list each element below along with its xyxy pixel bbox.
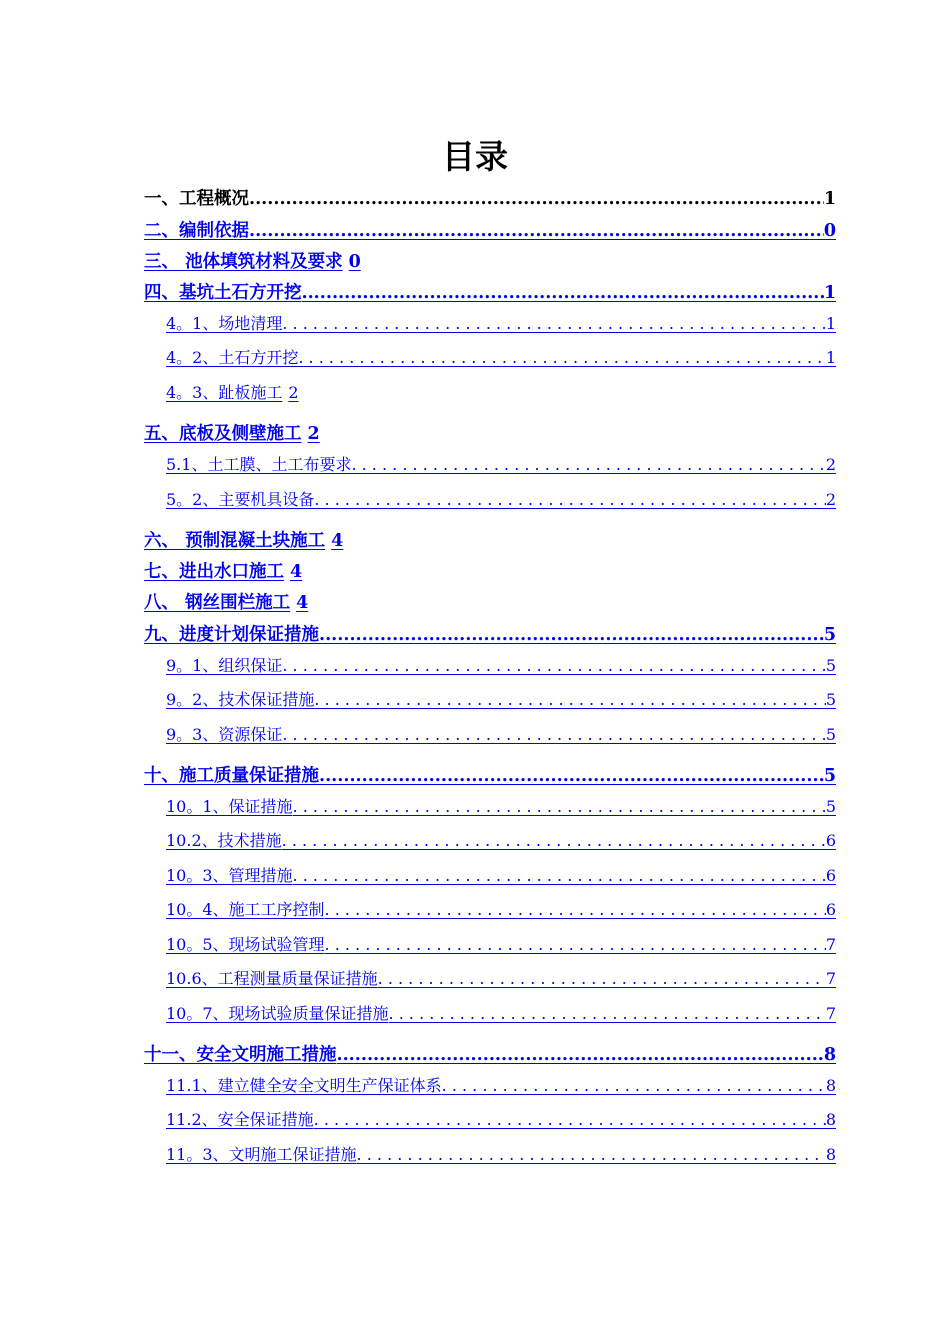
toc-subsection-link[interactable] — [166, 794, 836, 820]
toc-dot-leader — [249, 185, 824, 213]
toc-dot-leader — [249, 217, 824, 245]
toc-dot-leader — [357, 1142, 826, 1168]
toc-subsection-link[interactable] — [166, 653, 836, 679]
toc-page-number: 8 — [825, 1145, 836, 1164]
toc-subsection-link[interactable] — [166, 863, 836, 889]
toc-dot-leader — [293, 794, 826, 820]
toc-entry-label: 九、进度计划保证措施 — [144, 625, 319, 645]
toc-dot-leader — [314, 487, 825, 513]
toc-dot-leader — [351, 452, 825, 478]
toc-subsection-link[interactable] — [166, 1073, 836, 1099]
toc-page-number: 5 — [825, 656, 836, 675]
toc-section-link[interactable] — [144, 762, 836, 790]
toc-entry-label: 10.6、工程测量质量保证措施 — [166, 969, 378, 988]
toc-section-link[interactable] — [144, 621, 836, 649]
toc-dot-leader — [282, 311, 825, 337]
toc-subsection-link[interactable] — [166, 828, 836, 854]
toc-page-number: 7 — [825, 969, 836, 988]
toc-entry-label: 4。3、趾板施工 — [166, 383, 283, 402]
toc-section-link[interactable] — [144, 420, 836, 448]
toc-page-number: 4 — [290, 562, 303, 582]
toc-page-number: 4 — [331, 531, 344, 551]
toc-entry-label: 六、 预制混凝土块施工 — [144, 531, 326, 551]
toc-dot-leader — [314, 1107, 826, 1133]
toc-entry-label: 5.1、土工膜、土工布要求 — [166, 455, 352, 474]
toc-subsection-link[interactable] — [166, 452, 836, 478]
toc-subsection-link[interactable] — [166, 1142, 836, 1168]
toc-section-link[interactable] — [144, 589, 836, 617]
toc-subsection-link[interactable] — [166, 345, 836, 371]
toc-subsection-link[interactable] — [166, 722, 836, 748]
toc-page-number: 6 — [825, 900, 836, 919]
toc-entry-label: 4。1、场地清理 — [166, 314, 283, 333]
toc-subsection-link[interactable] — [166, 311, 836, 337]
toc-subsection-link[interactable] — [166, 966, 836, 992]
toc-subsection-link[interactable] — [166, 897, 836, 923]
toc-page-number: 6 — [825, 831, 836, 850]
toc-dot-leader — [293, 863, 826, 889]
toc-entry-label: 十、施工质量保证措施 — [144, 766, 319, 786]
toc-page-number: 1 — [823, 189, 836, 209]
toc-subsection-link[interactable] — [166, 1001, 836, 1027]
toc-dot-leader — [325, 897, 826, 923]
toc-page-number: 7 — [825, 935, 836, 954]
toc-subsection-link[interactable] — [166, 932, 836, 958]
toc-page-number: 1 — [825, 348, 836, 367]
toc-section-link — [144, 185, 836, 213]
toc-section-link[interactable] — [144, 1041, 836, 1069]
toc-page-number: 8 — [825, 1110, 836, 1129]
toc-page-number: 0 — [348, 252, 361, 272]
toc-entry-label: 十一、安全文明施工措施 — [144, 1045, 337, 1065]
toc-page-number: 8 — [823, 1045, 836, 1065]
toc-dot-leader — [282, 722, 825, 748]
toc-page-number: 1 — [823, 283, 836, 303]
toc-entry-label: 4。2、土石方开挖 — [166, 348, 299, 367]
toc-subsection-link[interactable] — [166, 380, 836, 406]
toc-entry-label: 10。3、管理措施 — [166, 866, 293, 885]
toc-page-number: 5 — [825, 690, 836, 709]
toc-entry-label: 七、进出水口施工 — [144, 562, 284, 582]
toc-entry-label: 五、底板及侧壁施工 — [144, 424, 302, 444]
toc-entry-label: 四、基坑土石方开挖 — [144, 283, 302, 303]
toc-dot-leader — [282, 828, 826, 854]
toc-entry-label: 三、 池体填筑材料及要求 — [144, 252, 343, 272]
toc-dot-leader — [319, 621, 824, 649]
toc-page-number: 8 — [825, 1076, 836, 1095]
toc-entry-label: 10。5、现场试验管理 — [166, 935, 325, 954]
toc-page-number: 6 — [825, 866, 836, 885]
toc-entry-label: 9。2、技术保证措施 — [166, 690, 315, 709]
toc-entry-label: 11.2、安全保证措施 — [166, 1110, 314, 1129]
toc-dot-leader — [302, 279, 824, 307]
toc-entry-label: 5。2、主要机具设备 — [166, 490, 315, 509]
toc-page-number: 7 — [825, 1004, 836, 1023]
toc-page-number: 5 — [823, 766, 836, 786]
toc-dot-leader — [378, 966, 826, 992]
toc-page-number: 5 — [825, 797, 836, 816]
toc-page-number: 2 — [825, 490, 836, 509]
toc-dot-leader — [314, 687, 825, 713]
toc-dot-leader — [389, 1001, 826, 1027]
toc-subsection-link[interactable] — [166, 687, 836, 713]
toc-entry-label: 二、编制依据 — [144, 221, 249, 241]
toc-section-link[interactable] — [144, 558, 836, 586]
toc-dot-leader — [319, 762, 824, 790]
toc-dot-leader — [282, 653, 825, 679]
toc-section-link[interactable] — [144, 279, 836, 307]
toc-entry-label: 一、工程概况 — [144, 189, 249, 209]
toc-entry-label: 10。4、施工工序控制 — [166, 900, 325, 919]
toc-entry-label: 10.2、技术措施 — [166, 831, 282, 850]
toc-section-link[interactable] — [144, 248, 836, 276]
page-title: 目录 — [442, 137, 508, 176]
toc-page-number: 0 — [823, 221, 836, 241]
toc-dot-leader — [325, 932, 826, 958]
toc-section-link[interactable] — [144, 527, 836, 555]
toc-entry-label: 八、 钢丝围栏施工 — [144, 593, 291, 613]
toc-dot-leader — [442, 1073, 826, 1099]
toc-page-number: 2 — [825, 455, 836, 474]
toc-subsection-link[interactable] — [166, 1107, 836, 1133]
toc-page-number: 4 — [296, 593, 309, 613]
toc-section-link[interactable] — [144, 217, 836, 245]
toc-page-number: 1 — [825, 314, 836, 333]
toc-entry-label: 9。1、组织保证 — [166, 656, 283, 675]
toc-dot-leader — [337, 1041, 824, 1069]
toc-entry-label: 9。3、资源保证 — [166, 725, 283, 744]
toc-entry-label: 10。1、保证措施 — [166, 797, 293, 816]
toc-page-number: 5 — [825, 725, 836, 744]
toc-page-number: 2 — [288, 383, 299, 402]
toc-entry-label: 11.1、建立健全安全文明生产保证体系 — [166, 1076, 442, 1095]
toc-subsection-link[interactable] — [166, 487, 836, 513]
toc-dot-leader — [298, 345, 825, 371]
toc-page-number: 5 — [823, 625, 836, 645]
toc-page-number: 2 — [307, 424, 320, 444]
toc-entry-label: 10。7、现场试验质量保证措施 — [166, 1004, 389, 1023]
toc-entry-label: 11。3、文明施工保证措施 — [166, 1145, 357, 1164]
